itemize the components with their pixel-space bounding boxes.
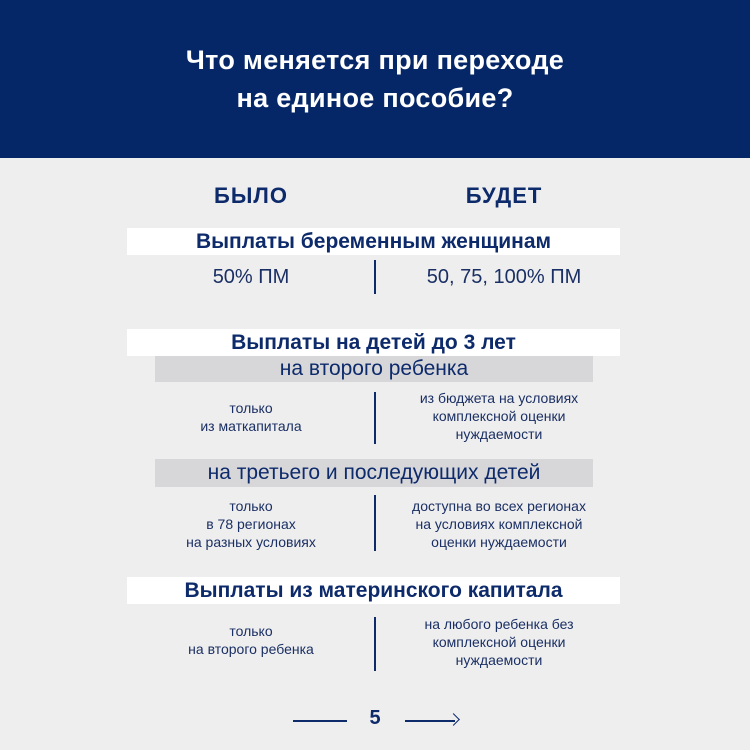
second-child-before [126,399,376,435]
third-child-after-line-3: оценки нуждаемости [431,534,567,550]
pregnant-after-value: 50, 75, 100% ПМ [426,266,582,288]
section-title-pregnant: Выплаты беременным женщинам [127,228,620,255]
third-child-after-line-1: доступна во всех регионах [412,498,586,514]
pregnant-before-value: 50% ПМ [212,266,290,288]
column-header-after: БУДЕТ [465,183,543,208]
second-child-before-line-2: из маткапитала [200,418,302,434]
second-child-after [374,389,624,443]
third-child-before [126,497,376,551]
second-child-before-line-1: только [229,400,273,416]
maternity-capital-after-line-3: нуждаемости [455,652,543,668]
divider-pregnant [374,260,376,294]
third-child-after [374,497,624,551]
third-child-after-line-2: на условиях комплексной [415,516,583,532]
third-child-before-line-2: в 78 регионах [206,516,296,532]
footer-left-line [293,720,347,722]
column-header-before: БЫЛО [214,183,288,208]
page-title-line-2: на единое пособие? [236,83,514,113]
page-title-line-1: Что меняется при переходе [185,45,565,75]
second-child-after-line-2: комплексной оценки [432,408,566,424]
second-child-after-line-1: из бюджета на условиях [419,390,579,406]
second-child-after-line-3: нуждаемости [455,426,543,442]
maternity-capital-after-line-1: на любого ребенка без [424,616,574,632]
maternity-capital-before [126,622,376,658]
maternity-capital-before-line-2: на второго ребенка [188,641,314,657]
page-number: 5 [369,707,381,729]
third-child-before-line-1: только [229,498,273,514]
subtitle-third-child: на третьего и последующих детей [155,459,593,487]
section-title-maternity-capital: Выплаты из материнского капитала [127,577,620,604]
third-child-before-line-3: на разных условиях [186,534,316,550]
section-title-children-under-3: Выплаты на детей до 3 лет [127,329,620,356]
subtitle-second-child: на второго ребенка [155,356,593,382]
maternity-capital-after-line-2: комплексной оценки [432,634,566,650]
maternity-capital-before-line-1: только [229,623,273,639]
header-banner [0,0,750,158]
maternity-capital-after [374,615,624,669]
arrow-right-icon [447,713,460,726]
